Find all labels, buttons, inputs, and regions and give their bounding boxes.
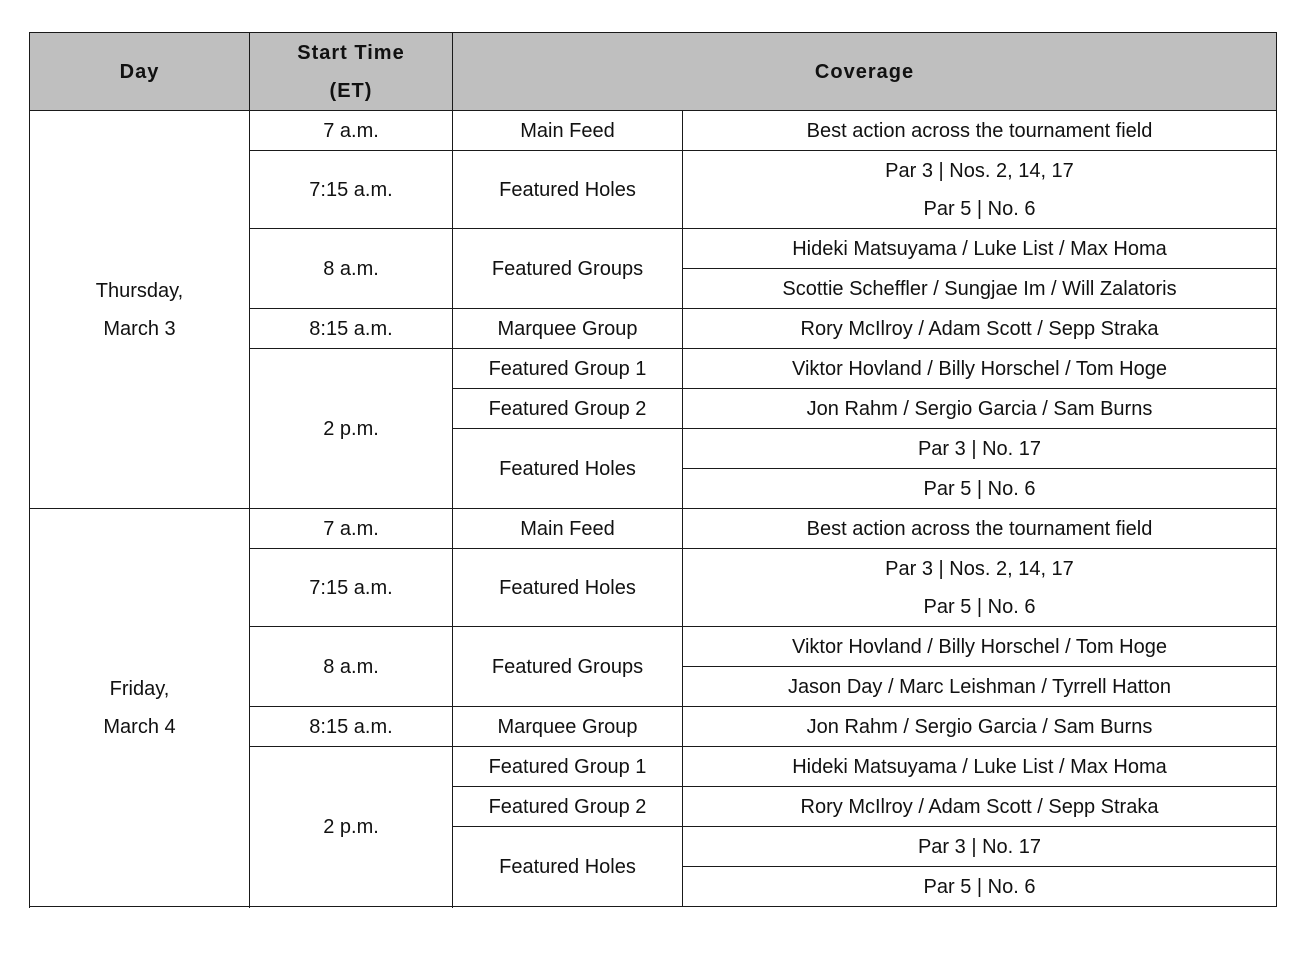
coverage-type-cell: Main Feed xyxy=(453,509,683,549)
coverage-detail-cell: Best action across the tournament field xyxy=(683,509,1277,549)
coverage-type-cell: Marquee Group xyxy=(453,707,683,747)
start-time-cell: 7 a.m. xyxy=(250,509,453,549)
coverage-detail-cell: Par 5 | No. 6 xyxy=(683,867,1277,907)
header-start-time-line2: (ET) xyxy=(329,79,373,102)
start-time-cell: 8 a.m. xyxy=(250,229,453,309)
coverage-detail-cell: Viktor Hovland / Billy Horschel / Tom Hoge xyxy=(683,627,1277,667)
table-row xyxy=(30,509,1277,549)
coverage-detail-cell: Rory McIlroy / Adam Scott / Sepp Straka xyxy=(683,309,1277,349)
day-label-line2: March 3 xyxy=(103,317,176,340)
coverage-detail-line: Par 5 | No. 6 xyxy=(923,197,1036,220)
coverage-detail-cell: Rory McIlroy / Adam Scott / Sepp Straka xyxy=(683,787,1277,827)
start-time-cell: 8:15 a.m. xyxy=(250,707,453,747)
header-start-time-line1: Start Time xyxy=(297,41,405,64)
coverage-type-cell: Featured Group 1 xyxy=(453,747,683,787)
coverage-detail-cell: Par 5 | No. 6 xyxy=(683,469,1277,509)
coverage-detail-line: Par 3 | Nos. 2, 14, 17 xyxy=(885,159,1074,182)
table-row xyxy=(30,111,1277,151)
header-coverage: Coverage xyxy=(453,33,1277,111)
header-day: Day xyxy=(30,33,250,111)
coverage-detail-line: Par 5 | No. 6 xyxy=(923,595,1036,618)
coverage-detail-cell: Jason Day / Marc Leishman / Tyrrell Hatton xyxy=(683,667,1277,707)
coverage-type-cell: Featured Group 1 xyxy=(453,349,683,389)
coverage-detail-cell: Hideki Matsuyama / Luke List / Max Homa xyxy=(683,747,1277,787)
coverage-detail-cell: Scottie Scheffler / Sungjae Im / Will Zalatoris xyxy=(683,269,1277,309)
coverage-detail-cell xyxy=(683,549,1277,627)
day-cell-thursday xyxy=(30,111,250,509)
coverage-type-cell: Featured Groups xyxy=(453,627,683,707)
coverage-detail-cell xyxy=(683,151,1277,229)
coverage-detail-line: Par 3 | Nos. 2, 14, 17 xyxy=(885,557,1074,580)
coverage-detail-cell: Best action across the tournament field xyxy=(683,111,1277,151)
coverage-schedule-table xyxy=(29,32,1277,907)
day-label-line1: Friday, xyxy=(109,677,170,700)
header-start-time xyxy=(250,33,453,111)
start-time-cell: 2 p.m. xyxy=(250,747,453,907)
coverage-type-cell: Featured Group 2 xyxy=(453,389,683,429)
start-time-cell: 7 a.m. xyxy=(250,111,453,151)
start-time-cell: 7:15 a.m. xyxy=(250,549,453,627)
start-time-cell: 8 a.m. xyxy=(250,627,453,707)
coverage-type-cell: Featured Groups xyxy=(453,229,683,309)
coverage-type-cell: Featured Holes xyxy=(453,827,683,907)
start-time-cell: 8:15 a.m. xyxy=(250,309,453,349)
start-time-cell: 2 p.m. xyxy=(250,349,453,509)
coverage-type-cell: Featured Holes xyxy=(453,429,683,509)
coverage-detail-cell: Viktor Hovland / Billy Horschel / Tom Hoge xyxy=(683,349,1277,389)
day-label-line2: March 4 xyxy=(103,715,176,738)
coverage-detail-cell: Jon Rahm / Sergio Garcia / Sam Burns xyxy=(683,707,1277,747)
start-time-cell: 7:15 a.m. xyxy=(250,151,453,229)
header-row xyxy=(30,33,1277,111)
coverage-detail-cell: Par 3 | No. 17 xyxy=(683,827,1277,867)
coverage-detail-cell: Hideki Matsuyama / Luke List / Max Homa xyxy=(683,229,1277,269)
coverage-type-cell: Featured Group 2 xyxy=(453,787,683,827)
coverage-type-cell: Marquee Group xyxy=(453,309,683,349)
coverage-detail-cell: Par 3 | No. 17 xyxy=(683,429,1277,469)
coverage-type-cell: Featured Holes xyxy=(453,549,683,627)
coverage-type-cell: Featured Holes xyxy=(453,151,683,229)
day-label-line1: Thursday, xyxy=(95,279,184,302)
coverage-detail-cell: Jon Rahm / Sergio Garcia / Sam Burns xyxy=(683,389,1277,429)
day-cell-friday xyxy=(30,509,250,907)
coverage-type-cell: Main Feed xyxy=(453,111,683,151)
